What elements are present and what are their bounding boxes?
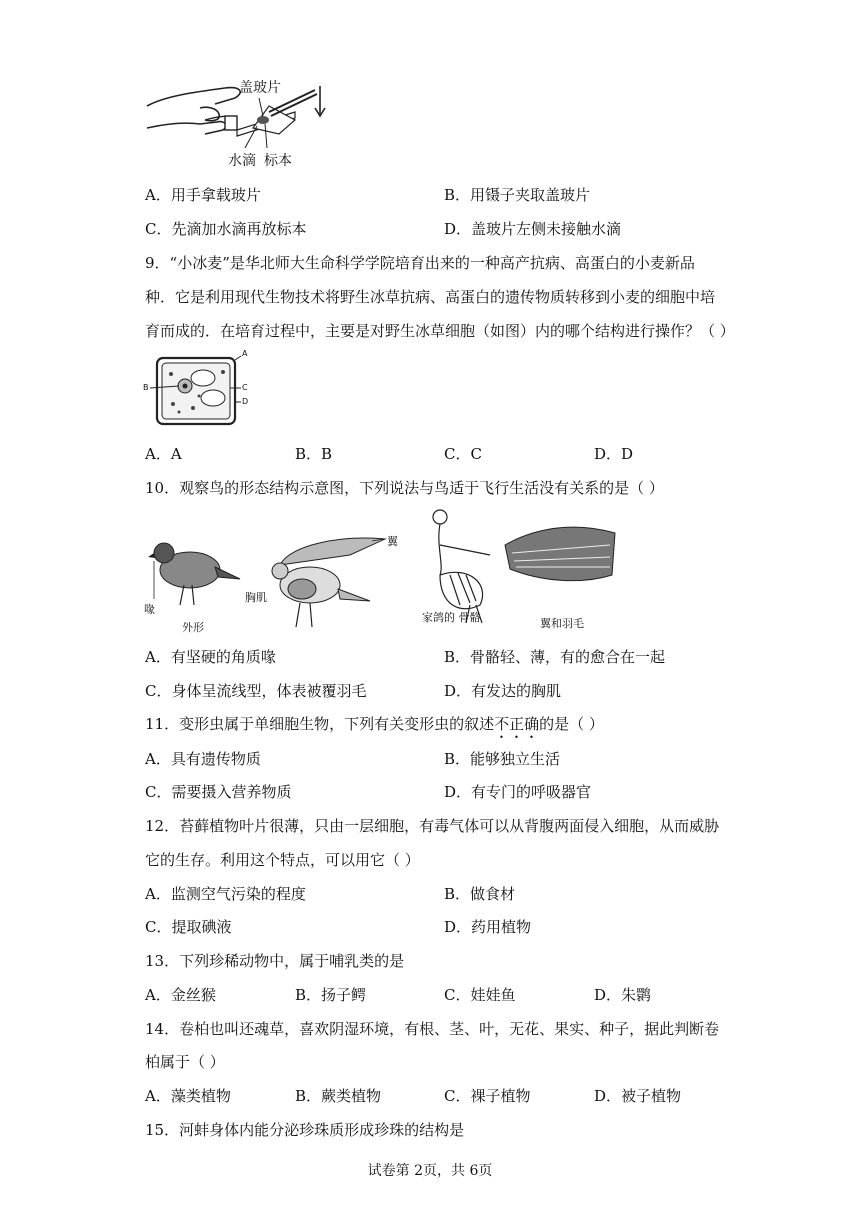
cell-label-a: A (242, 349, 248, 358)
q8-option-a: A．用手拿载玻片 (145, 186, 261, 204)
q10-option-b: B．骨骼轻、薄，有的愈合在一起 (444, 648, 666, 666)
q10-option-a: A．有坚硬的角质喙 (145, 648, 276, 666)
q8-option-b: B．用镊子夹取盖玻片 (444, 186, 591, 204)
pigeon-skeleton-drawing (433, 510, 490, 623)
q11-stem-post: 的是（ ） (539, 715, 604, 733)
q15-stem: 15．河蚌身体内能分泌珍珠质形成珍珠的结构是 (145, 1121, 465, 1139)
q8-option-c: C．先滴加水滴再放标本 (145, 220, 307, 238)
q9-option-d: D．D (594, 445, 634, 463)
q12-stem-line2: 它的生存。利用这个特点，可以用它（ ） (145, 851, 420, 869)
q14-option-c: C．裸子植物 (444, 1087, 531, 1105)
q9-cell-figure (143, 349, 253, 432)
q13-option-a: A．金丝猴 (145, 986, 216, 1004)
q14-option-a: A．藻类植物 (145, 1087, 231, 1105)
sparrow-drawing (148, 543, 240, 605)
q13-option-d: D．朱鹮 (594, 986, 652, 1004)
q10-bird-figure (140, 505, 620, 635)
q10-option-d: D．有发达的胸肌 (444, 682, 562, 700)
label-cover-slip: 盖玻片 (239, 80, 281, 96)
q9-option-a: A．A (145, 445, 182, 463)
label-skeleton: 家鸽的 骨骼 (422, 611, 481, 624)
q9-stem-line2: 种．它是利用现代生物技术将野生冰草抗病、高蛋白的遗传物质转移到小麦的细胞中培 (145, 288, 716, 306)
q14-stem-line2: 柏属于（ ） (145, 1053, 225, 1071)
q9-stem-line1: 9．“小冰麦”是华北师大生命科学学院培育出来的一种高产抗病、高蛋白的小麦新品 (145, 254, 695, 272)
label-wing: 翼 (387, 535, 398, 548)
q11-option-c: C．需要摄入营养物质 (145, 783, 292, 801)
cell-label-b: B (143, 383, 149, 392)
q11-option-a: A．具有遗传物质 (145, 750, 261, 768)
q9-stem-line3: 育而成的．在培育过程中，主要是对野生冰草细胞（如图）内的哪个结构进行操作？（ ） (145, 322, 735, 340)
q13-option-c: C．娃娃鱼 (444, 986, 516, 1004)
q13-option-b: B．扬子鳄 (295, 986, 367, 1004)
label-wing-feathers: 翼和羽毛 (540, 617, 584, 630)
q8-option-d: D．盖玻片左侧未接触水滴 (444, 220, 622, 238)
q8-figure (145, 78, 345, 173)
label-specimen: 标本 (264, 153, 292, 169)
q13-stem: 13．下列珍稀动物中，属于哺乳类的是 (145, 952, 405, 970)
q10-stem: 10．观察鸟的形态结构示意图，下列说法与鸟适于飞行生活没有关系的是（ ） (145, 479, 664, 497)
page-footer: 试卷第 2页，共 6页 (367, 1163, 493, 1179)
label-water-drop: 水滴 (228, 153, 256, 169)
q12-stem-line1: 12．苔藓植物叶片很薄，只由一层细胞，有毒气体可以从背腹两面侵入细胞，从而威胁 (145, 817, 720, 835)
label-beak: 喙 (144, 603, 155, 616)
q11-option-d: D．有专门的呼吸器官 (444, 783, 592, 801)
cell-label-c: C (242, 383, 248, 392)
plant-cell-illustration (143, 352, 253, 432)
q11-stem-pre: 11．变形虫属于单细胞生物，下列有关变形虫的叙述 (145, 715, 495, 733)
dove-drawing (272, 538, 385, 627)
q14-option-b: B．蕨类植物 (295, 1087, 382, 1105)
label-outer-form: 外形 (182, 621, 204, 634)
q11-stem (145, 714, 604, 742)
q12-option-d: D．药用植物 (444, 918, 532, 936)
wing-feathers-drawing (505, 527, 615, 581)
q14-stem-line1: 14．卷柏也叫还魂草，喜欢阴湿环境，有根、茎、叶，无花、果实、种子，据此判断卷 (145, 1020, 720, 1038)
q11-option-b: B．能够独立生活 (444, 750, 561, 768)
q11-stem-emphasis: 不正确 (494, 715, 540, 733)
q12-option-b: B．做食材 (444, 885, 516, 903)
q10-option-c: C．身体呈流线型，体表被覆羽毛 (145, 682, 367, 700)
q14-option-d: D．被子植物 (594, 1087, 682, 1105)
cell-label-d: D (242, 397, 249, 406)
q9-option-c: C．C (444, 445, 482, 463)
q12-option-c: C．提取碘液 (145, 918, 232, 936)
q9-option-b: B．B (295, 445, 333, 463)
q12-option-a: A．监测空气污染的程度 (145, 885, 306, 903)
label-chest-muscle: 胸肌 (245, 591, 267, 604)
